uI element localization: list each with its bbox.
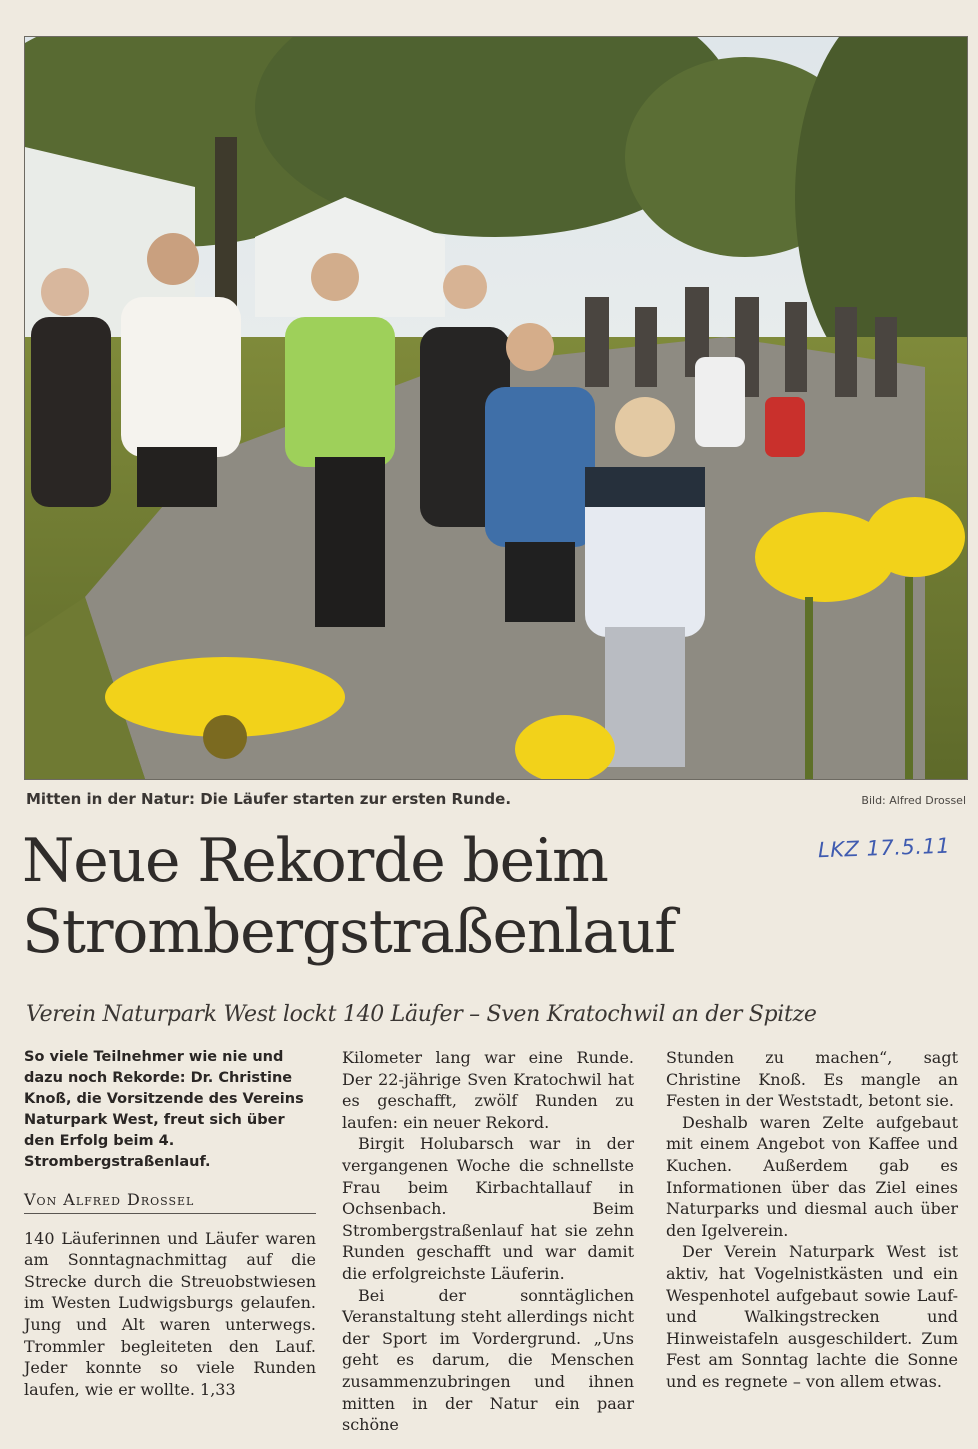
body-paragraph: Der Verein Naturpark West ist aktiv, hat Vogelnistkästen und ein Wespenhotel aufgebaut sowie Lauf- und Walkingstrecken und Hinweistafeln ausgeschildert. Zum Fest am Sonntag lachte die Sonne und es regnete – von allem etwas. xyxy=(666,1242,958,1391)
article-photo xyxy=(24,36,968,780)
body-paragraph: Bei der sonntäglichen Veranstaltung steht allerdings nicht der Sport im Vordergrund. „Uns geht es darum, die Menschen zusammenzubringen und ihnen mitten in der Natur ein paar schöne xyxy=(342,1285,634,1435)
headline-line-2: Strombergstraßenlauf xyxy=(22,897,676,967)
byline: Von Alfred Drossel xyxy=(24,1189,316,1214)
body-paragraph: Birgit Holubarsch war in der vergangenen Woche die schnellste Frau beim Kirbachtallauf in Ochsenbach. Beim Strombergstraßenlauf hat sie zehn Runden geschafft und war damit die erfolgreichste Läuferin. xyxy=(342,1134,634,1283)
body-paragraph: Stunden zu machen“, sagt Christine Knoß. Es mangle an Festen in der Weststadt, betont sie. xyxy=(666,1048,958,1111)
headline-line-1: Neue Rekorde beim xyxy=(22,826,608,896)
body-paragraph: 140 Läuferinnen und Läufer waren am Sonntagnachmittag auf die Strecke durch die Streuobstwiesen im Westen Ludwigsburgs gelaufen. Jung und Alt waren unterwegs. Trommler begleiteten den Lauf. Jeder konnte so viele Runden laufen, wie er wollte. 1,33 xyxy=(24,1228,316,1399)
photo-credit: Bild: Alfred Drossel xyxy=(861,794,966,807)
handwritten-note: LKZ 17.5.11 xyxy=(817,833,951,863)
lead-paragraph: So viele Teilnehmer wie nie und dazu noch Rekorde: Dr. Christine Knoß, die Vorsitzende des Vereins Naturpark West, freut sich über den Erfolg beim 4. Strombergstraßenlauf. xyxy=(24,1049,304,1170)
column-2 xyxy=(342,1047,634,1436)
column-3 xyxy=(666,1047,958,1393)
body-paragraph: Kilometer lang war eine Runde. Der 22-jährige Sven Kratochwil hat es geschafft, zwölf Runden zu laufen: ein neuer Rekord. xyxy=(342,1048,634,1132)
photo-runners-icon xyxy=(25,37,967,779)
subheadline: Verein Naturpark West lockt 140 Läufer – Sven Kratochwil an der Spitze xyxy=(26,1002,817,1027)
headline xyxy=(22,826,802,968)
column-1 xyxy=(24,1047,316,1400)
photo-caption: Mitten in der Natur: Die Läufer starten zur ersten Runde. xyxy=(26,790,512,808)
body-paragraph: Deshalb waren Zelte aufgebaut mit einem Angebot von Kaffee und Kuchen. Außerdem gab es Informationen über das Ziel eines Naturparks und diesmal auch über den Igelverein. xyxy=(666,1112,958,1240)
